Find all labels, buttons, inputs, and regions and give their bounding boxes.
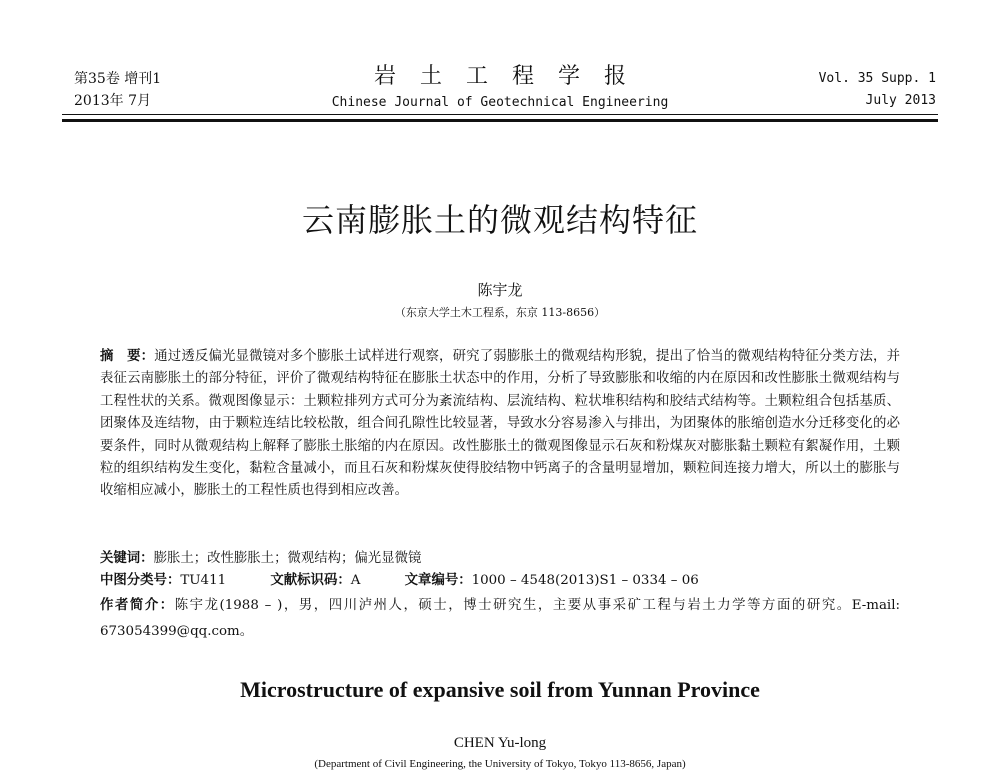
volume-supp-en: Vol. 35 Supp. 1 (818, 71, 936, 86)
author-bio (100, 593, 900, 645)
abstract-text: 通过透反偏光显微镜对多个膨胀土试样进行观察，研究了弱膨胀土的微观结构形貌，提出了恰当的微观结构特征分类方法，并表征云南膨胀土的部分特征，评价了微观结构特征在膨胀土状态中的作用，分析了导致膨胀和收缩的内在原因和改性膨胀土微观结构与工程性状的关系。微观图像显示：土颗粒排列方式可分为紊流结构、层流结构、粒状堆积结构和胶结式结构等。土颗粒组合包括基质、团聚体及连结物，由于颗粒连结比较松散，组合间孔隙性比较显著，导致水分容易渗入与排出，为团聚体的胀缩创造水分迁移变化的必要条件，同时从微观结构上解释了膨胀土胀缩的内在原因。改性膨胀土的微观图像显示石灰和粉煤灰对膨胀黏土颗粒有絮凝作用，土颗粒的组织结构发生变化，黏粒含量减小，而且石灰和粉煤灰使得胶结物中钙离子的含量明显增加，颗粒间连接力增大，所以土的膨胀与收缩相应减小，膨胀土的工程性质也得到相应改善。 (100, 349, 900, 499)
header-rule-thick (62, 119, 938, 122)
article-title-cn: 云南膨胀土的微观结构特征 (301, 201, 698, 239)
affiliation-en: (Department of Civil Engineering, the University of Tokyo, Tokyo 113-8656, Japan) (314, 758, 686, 770)
publication-date-en: July 2013 (865, 93, 936, 108)
abstract-label: 摘 要： (100, 349, 155, 364)
document-code: 文献标识码：A (270, 573, 361, 588)
author-name-cn: 陈宇龙 (477, 281, 523, 299)
keywords (100, 548, 900, 570)
affiliation-cn: （东京大学土木工程系，东京 113-8656） (394, 306, 606, 319)
author-bio-text: 陈宇龙(1988 – )，男，四川泸州人，硕士，博士研究生，主要从事采矿工程与岩土力学等方面的研究。E-mail: 673054399@qq.com。 (100, 598, 901, 639)
article-number: 文章编号：1000 – 4548(2013)S1 – 0334 – 06 (404, 573, 699, 588)
abstract (100, 346, 900, 503)
journal-title-cn: 岩土工程学报 (373, 64, 650, 89)
keywords-text: 膨胀土；改性膨胀土；微观结构；偏光显微镜 (153, 551, 422, 566)
article-title-en: Microstructure of expansive soil from Yunnan Province (240, 677, 760, 702)
header-rule-thin (62, 114, 938, 115)
author-bio-label: 作者简介： (100, 598, 175, 613)
author-name-en: CHEN Yu-long (453, 735, 547, 751)
keywords-label: 关键词： (100, 551, 154, 566)
clc-code: 中图分类号：TU411 (100, 573, 227, 588)
volume-issue: 第35卷 增刊1 (74, 71, 162, 87)
publication-date-cn: 2013年 7月 (74, 93, 151, 109)
classification-line (100, 570, 739, 592)
journal-title-en: Chinese Journal of Geotechnical Engineering (331, 95, 669, 110)
